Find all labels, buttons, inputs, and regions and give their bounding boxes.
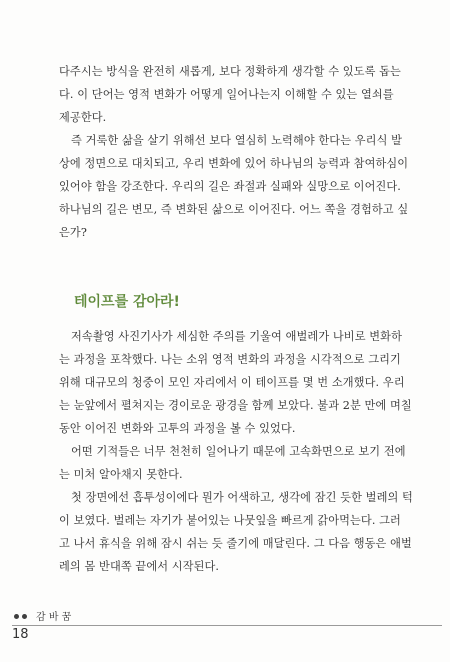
footer-rule: [12, 625, 442, 626]
body-line: 상에 정면으로 대치되고, 우리 변화에 있어 하나님의 능력과 참여하심이: [59, 157, 409, 170]
dot-icon: [14, 614, 19, 619]
body-line: 어떤 기적들은 너무 천천히 일어나기 때문에 고속화면으로 보기 전에: [71, 445, 406, 458]
body-line: 동안 이어진 변화와 고투의 과정을 볼 수 있었다.: [59, 422, 296, 435]
page-footer: [12, 612, 442, 652]
body-line: 저속촬영 사진기사가 세심한 주의를 기울여 애벌레가 나비로 변화하: [71, 330, 402, 343]
running-title: 감 바 꿈: [36, 612, 72, 623]
top-text-block: [59, 64, 409, 254]
body-line: 다. 이 단어는 영적 변화가 어떻게 일어나는지 이해할 수 있는 열쇠를: [59, 88, 394, 101]
body-line: 즉 거룩한 삶을 살기 위해선 보다 열심히 노력해야 한다는 우리식 발: [71, 134, 403, 147]
body-line: 는 눈앞에서 펼쳐지는 경이로운 광경을 함께 보았다. 불과 2분 만에 며칠: [59, 399, 412, 412]
page-number: 18: [12, 627, 29, 642]
body-line: 이 보였다. 벌레는 자기가 붙어있는 나뭇잎을 빠르게 갉아먹는다. 그러: [59, 514, 401, 527]
body-line: 있어야 함을 강조한다. 우리의 길은 좌절과 실패와 실망으로 이어진다.: [59, 180, 401, 193]
section-heading: 테이프를 감아라!: [74, 294, 180, 310]
body-line: 는 미처 알아채지 못한다.: [59, 468, 183, 481]
body-line: 은가?: [59, 226, 87, 239]
body-line: 레의 몸 반대쪽 끝에서 시작된다.: [59, 560, 220, 573]
body-line: 첫 장면에선 흡투성이에다 뭔가 어색하고, 생각에 잠긴 듯한 벌레의 턱: [71, 491, 413, 504]
body-line: 위해 대규모의 청중이 모인 자리에서 이 테이프를 몇 번 소개했다. 우리: [59, 376, 405, 389]
dot-icon: [22, 614, 27, 619]
body-line: 하나님의 길은 변모, 즉 변화된 삶으로 이어진다. 어느 쪽을 경험하고 싶: [59, 203, 409, 216]
body-line: 제공한다.: [59, 111, 107, 124]
body-line: 고 나서 휴식을 위해 잠시 쉬는 듯 줄기에 매달린다. 그 다음 행동은 애벌: [59, 537, 412, 550]
bottom-text-block: [59, 329, 413, 589]
body-line: 는 과정을 포착했다. 나는 소위 영적 변화의 과정을 시각적으로 그리기: [59, 353, 401, 366]
body-line: 다주시는 방식을 완전히 새롭게, 보다 정확하게 생각할 수 있도록 돕는: [59, 65, 401, 78]
footer-dots-icon: [12, 612, 36, 622]
